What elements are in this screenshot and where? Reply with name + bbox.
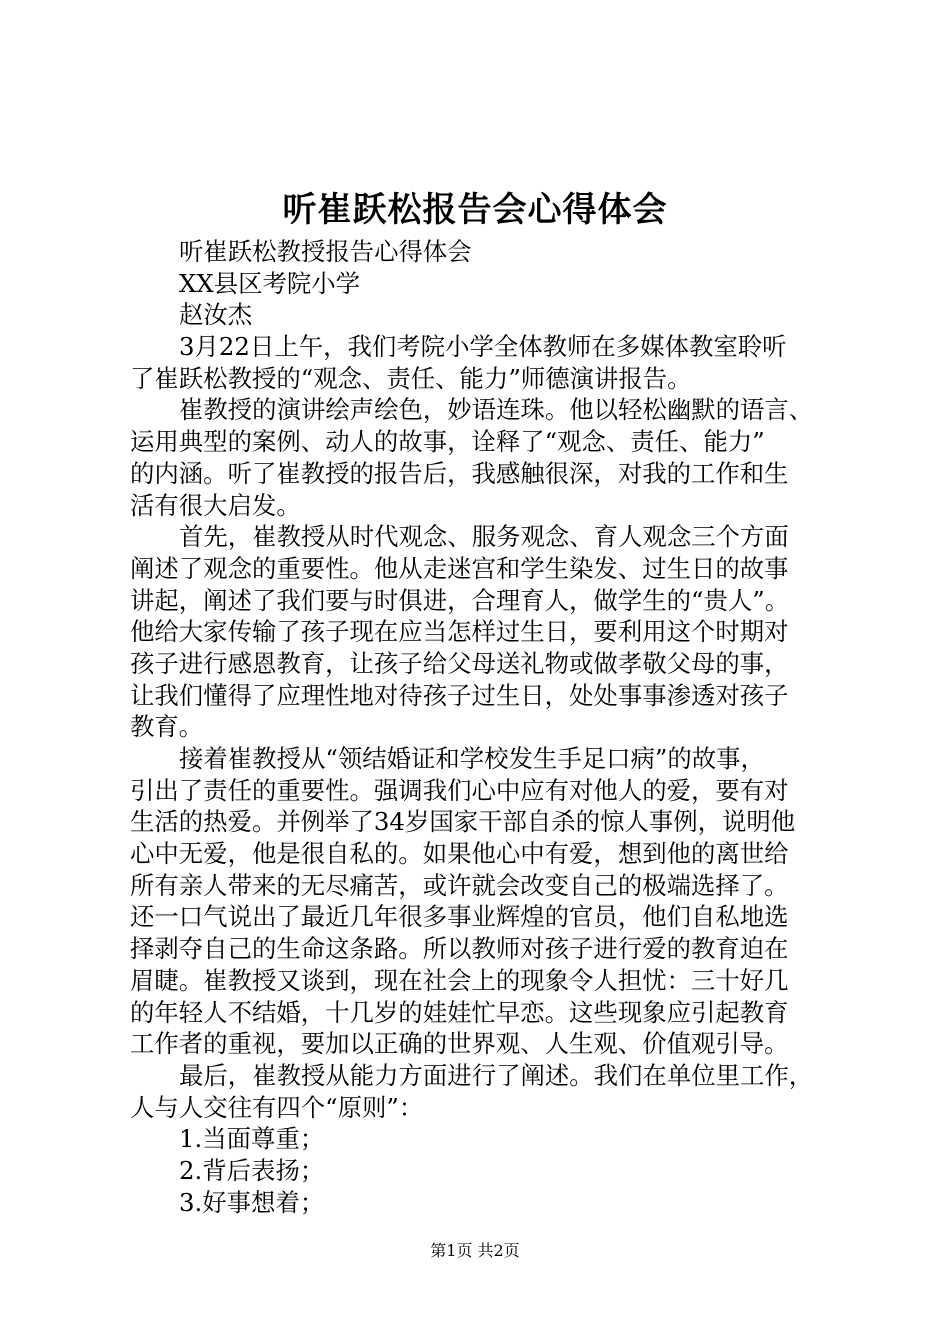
paragraph-line: 教育。 — [130, 712, 204, 742]
document-body — [130, 236, 830, 1218]
paragraph-line: 他给大家传输了孩子现在应当怎样过生日，要利用这个时期对 — [130, 617, 789, 647]
paragraph-line: 3月22日上午，我们考院小学全体教师在多媒体教室聆听 — [179, 332, 787, 362]
paragraph-line: 人与人交往有四个“原则”： — [130, 1092, 424, 1122]
paragraph-line: 的内涵。听了崔教授的报告后，我感触很深，对我的工作和生 — [130, 458, 789, 488]
paragraph-line: 孩子进行感恩教育，让孩子给父母送礼物或做孝敬父母的事， — [130, 648, 789, 678]
paragraph-line: 讲起，阐述了我们要与时俱进，合理育人，做学生的“贵人”。 — [130, 585, 790, 615]
paragraph-line: 崔教授的演讲绘声绘色，妙语连珠。他以轻松幽默的语言、 — [179, 395, 814, 425]
principle-item: 1.当面尊重； — [179, 1124, 325, 1154]
paragraph-line: 运用典型的案例、动人的故事，诠释了“观念、责任、能力” — [130, 427, 765, 457]
paragraph-line: 工作者的重视，要加以正确的世界观、人生观、价值观引导。 — [130, 1029, 789, 1059]
paragraph-line: 接着崔教授从“领结婚证和学校发生手足口病”的故事， — [179, 744, 765, 773]
paragraph-line: 阐述了观念的重要性。他从走迷宫和学生染发、过生日的故事 — [130, 553, 789, 583]
paragraph-line: 所有亲人带来的无尽痛苦，或许就会改变自己的极端选择了。 — [130, 870, 789, 900]
paragraph-line: 生活的热爱。并例举了34岁国家干部自杀的惊人事例，说明他 — [130, 807, 796, 837]
paragraph-line: 心中无爱，他是很自私的。如果他心中有爱，想到他的离世给 — [130, 839, 789, 869]
paragraph-line: 最后，崔教授从能力方面进行了阐述。我们在单位里工作， — [179, 1060, 814, 1090]
document-title: 听崔跃松报告会心得体会 — [282, 190, 668, 230]
subtitle-line: 听崔跃松教授报告心得体会 — [179, 237, 472, 266]
author-line: 赵汝杰 — [179, 300, 253, 330]
school-line: XX县区考院小学 — [179, 268, 361, 298]
paragraph-line: 了崔跃松教授的“观念、责任、能力”师德演讲报告。 — [130, 363, 692, 393]
paragraph-line: 眉睫。崔教授又谈到，现在社会上的现象令人担忧：三十好几 — [130, 965, 789, 995]
paragraph-line: 还一口气说出了最近几年很多事业辉煌的官员，他们自私地选 — [130, 902, 789, 932]
principle-item: 3.好事想着； — [179, 1187, 325, 1217]
paragraph-line: 首先，崔教授从时代观念、服务观念、育人观念三个方面 — [179, 522, 789, 552]
principle-item: 2.背后表扬； — [179, 1155, 325, 1185]
page-footer: 第1页 共2页 — [430, 1241, 520, 1260]
paragraph-line: 择剥夺自己的生命这条路。所以教师对孩子进行爱的教育迫在 — [130, 934, 789, 964]
paragraph-line: 引出了责任的重要性。强调我们心中应有对他人的爱，要有对 — [130, 775, 789, 805]
paragraph-line: 活有很大启发。 — [130, 490, 301, 520]
paragraph-line: 让我们懂得了应理性地对待孩子过生日，处处事事渗透对孩子 — [130, 680, 789, 710]
paragraph-line: 的年轻人不结婚，十几岁的娃娃忙早恋。这些现象应引起教育 — [130, 997, 789, 1027]
